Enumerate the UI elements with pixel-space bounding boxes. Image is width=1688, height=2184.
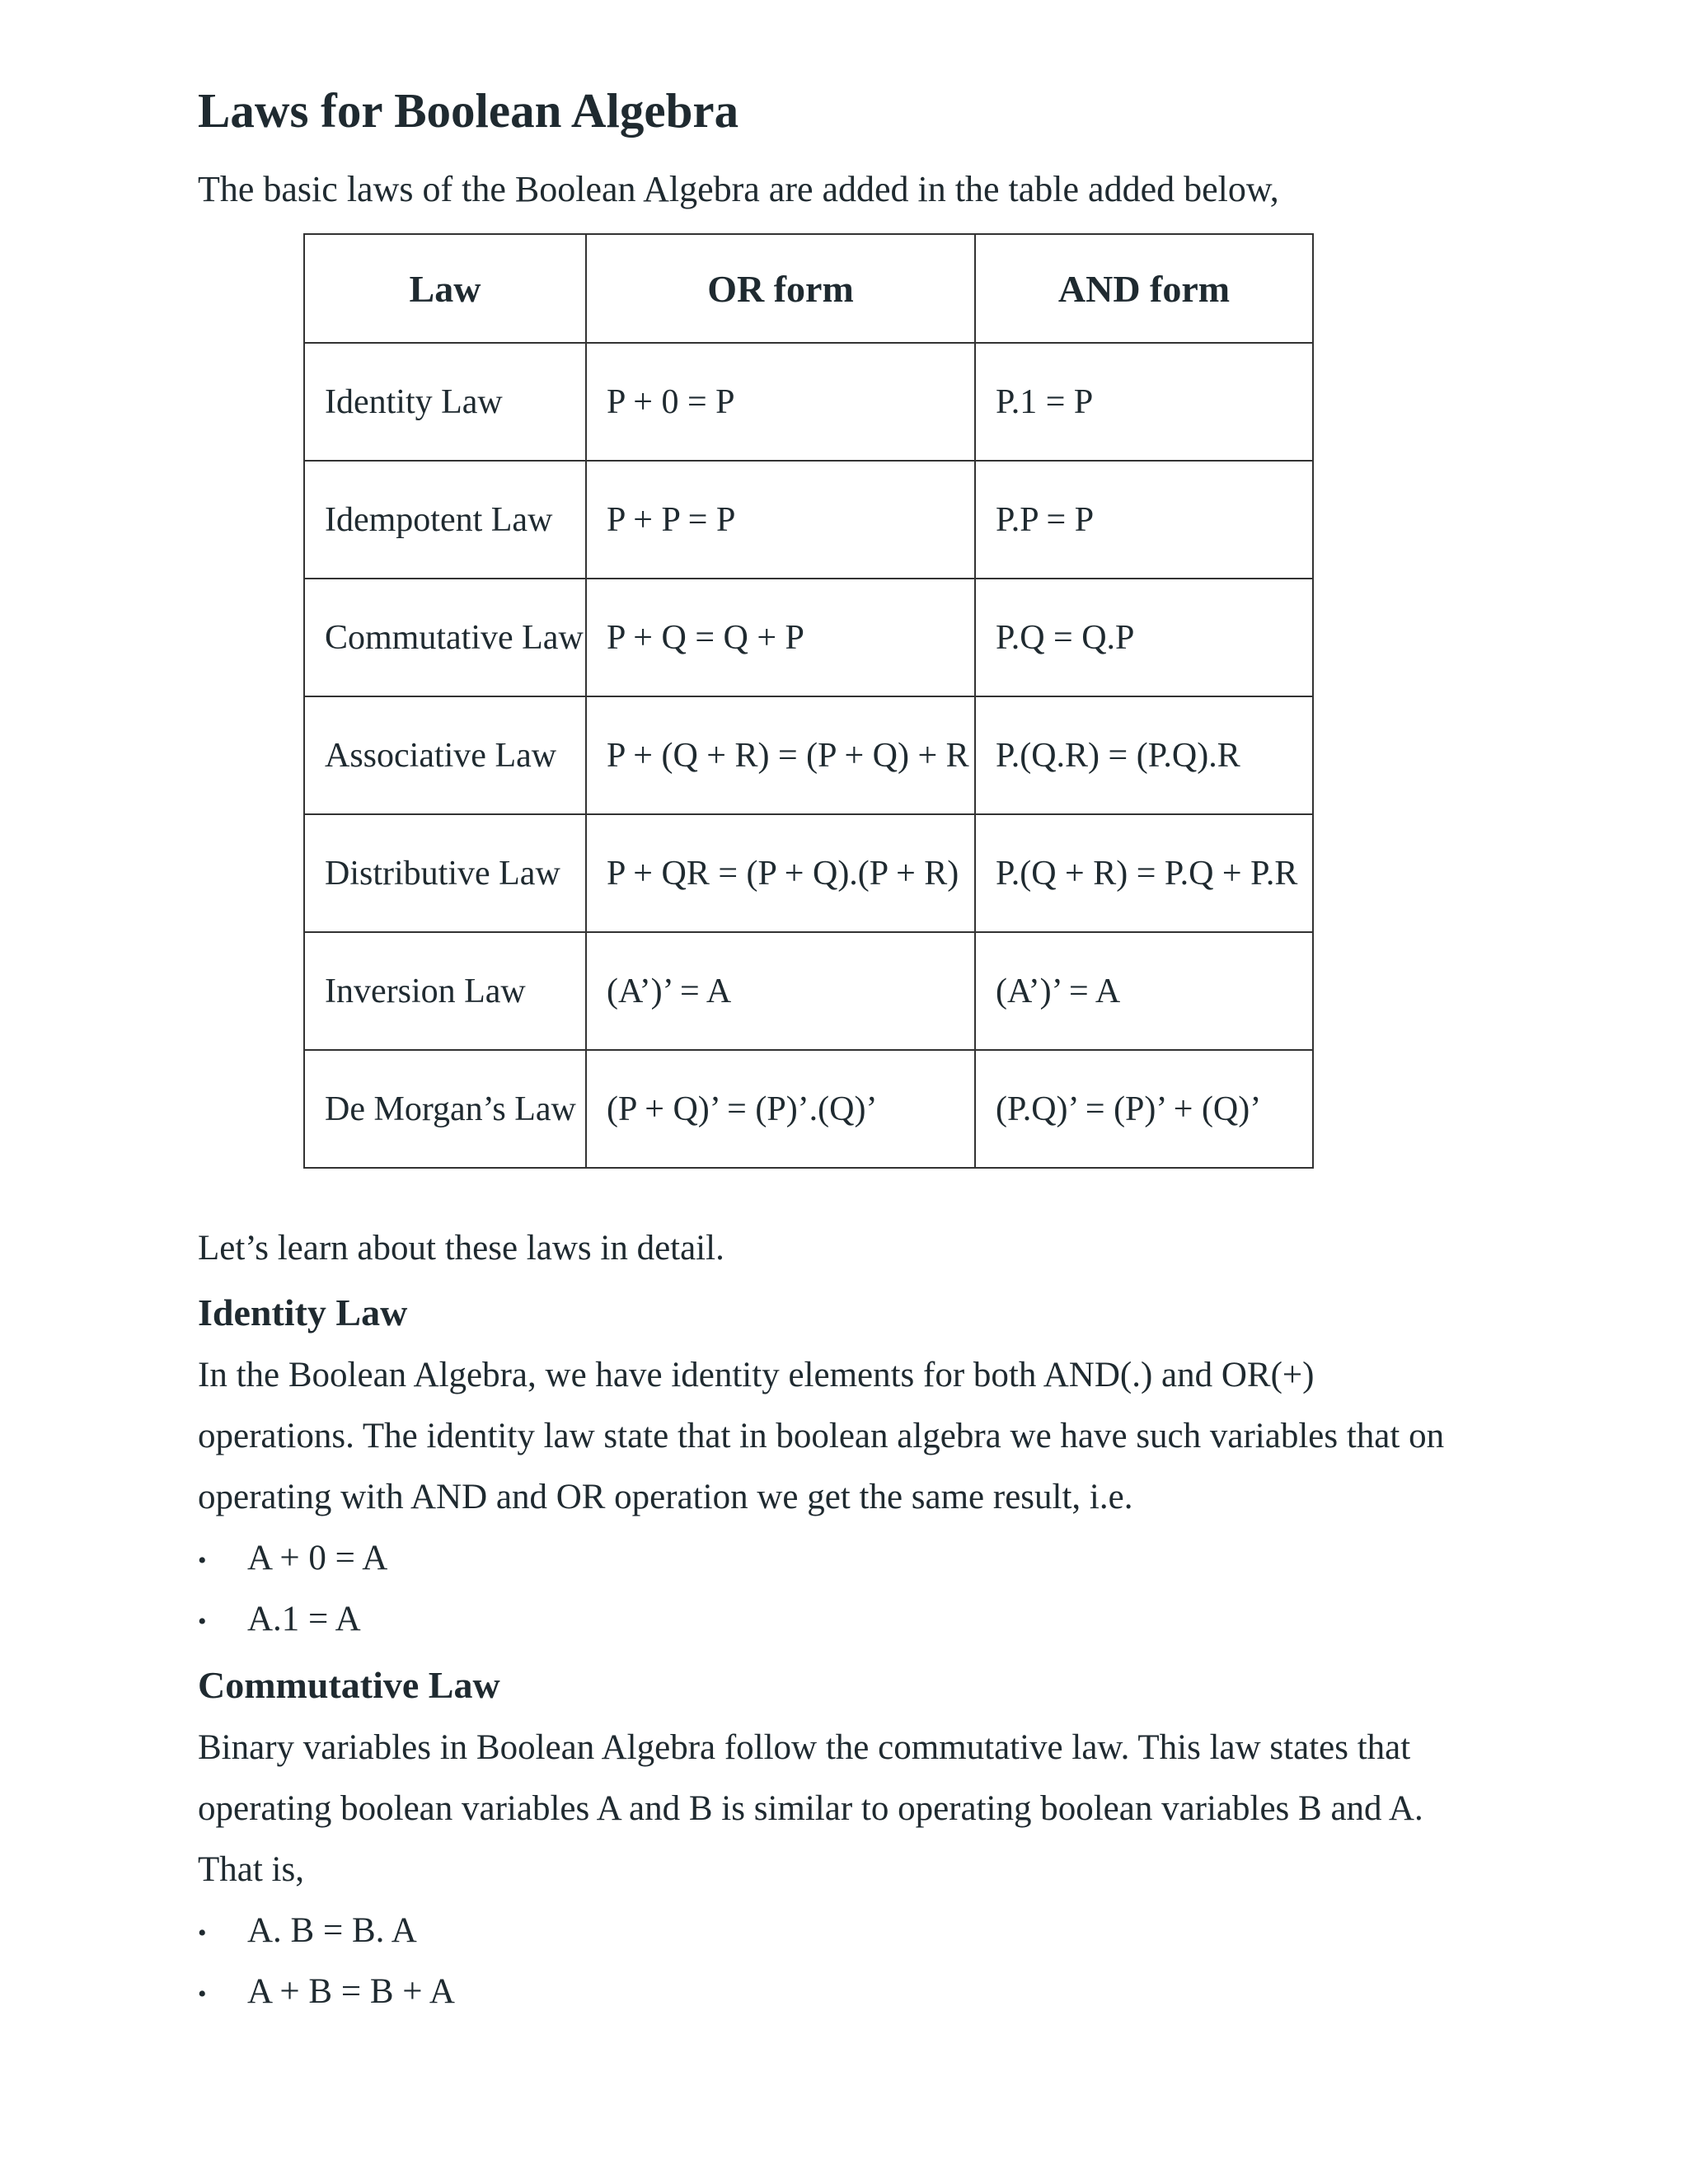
law-name-cell: Inversion Law [304,932,586,1050]
list-item [198,1971,455,2012]
and-form-cell: P.(Q.R) = (P.Q).R [975,696,1313,814]
table-header-and-form: AND form [975,234,1313,343]
or-form-cell: P + P = P [586,461,975,579]
commutative-law-heading: Commutative Law [198,1664,500,1706]
bullet-icon: • [198,1547,207,1575]
and-form-cell: P.P = P [975,461,1313,579]
identity-paragraph-line: operating with AND and OR operation we get the same result, i.e. [198,1478,1133,1516]
table-row [304,696,1313,814]
intro-paragraph: The basic laws of the Boolean Algebra are added in the table added below, [198,169,1279,209]
law-name-cell: De Morgan’s Law [304,1050,586,1168]
list-item-text: A.1 = A [247,1600,361,1638]
table-row [304,1050,1313,1168]
commutative-paragraph-line: Binary variables in Boolean Algebra follow the commutative law. This law states that [198,1728,1411,1767]
table-row [304,343,1313,461]
or-form-cell: (P + Q)’ = (P)’.(Q)’ [586,1050,975,1168]
law-name-cell: Commutative Law [304,579,586,696]
detail-intro: Let’s learn about these laws in detail. [198,1229,724,1268]
table-row [304,579,1313,696]
table-header-law: Law [304,234,586,343]
table-row [304,932,1313,1050]
list-item-text: A + 0 = A [247,1539,388,1577]
identity-paragraph-line: In the Boolean Algebra, we have identity elements for both AND(.) and OR(+) [198,1356,1315,1394]
law-name-cell: Distributive Law [304,814,586,932]
or-form-cell: (A’)’ = A [586,932,975,1050]
and-form-cell: (P.Q)’ = (P)’ + (Q)’ [975,1050,1313,1168]
list-item [198,1538,387,1578]
laws-table [303,233,1314,1169]
and-form-cell: P.Q = Q.P [975,579,1313,696]
commutative-paragraph-line: That is, [198,1850,304,1889]
table-row [304,461,1313,579]
law-name-cell: Idempotent Law [304,461,586,579]
or-form-cell: P + 0 = P [586,343,975,461]
bullet-icon: • [198,1919,207,1947]
identity-paragraph-line: operations. The identity law state that in boolean algebra we have such variables that on [198,1417,1445,1455]
list-item [198,1599,361,1639]
list-item [198,1910,417,1951]
or-form-cell: P + Q = Q + P [586,579,975,696]
list-item-text: A. B = B. A [247,1911,417,1950]
and-form-cell: P.1 = P [975,343,1313,461]
list-item-text: A + B = B + A [247,1972,455,2011]
law-name-cell: Associative Law [304,696,586,814]
table-row [304,814,1313,932]
page-title: Laws for Boolean Algebra [198,83,739,138]
commutative-paragraph-line: operating boolean variables A and B is similar to operating boolean variables B and A. [198,1789,1423,1828]
bullet-icon: • [198,1980,207,2008]
or-form-cell: P + (Q + R) = (P + Q) + R [586,696,975,814]
identity-law-heading: Identity Law [198,1291,408,1333]
law-name-cell: Identity Law [304,343,586,461]
and-form-cell: (A’)’ = A [975,932,1313,1050]
table-header-or-form: OR form [586,234,975,343]
and-form-cell: P.(Q + R) = P.Q + P.R [975,814,1313,932]
or-form-cell: P + QR = (P + Q).(P + R) [586,814,975,932]
bullet-icon: • [198,1608,207,1636]
table-header-row [304,234,1313,343]
